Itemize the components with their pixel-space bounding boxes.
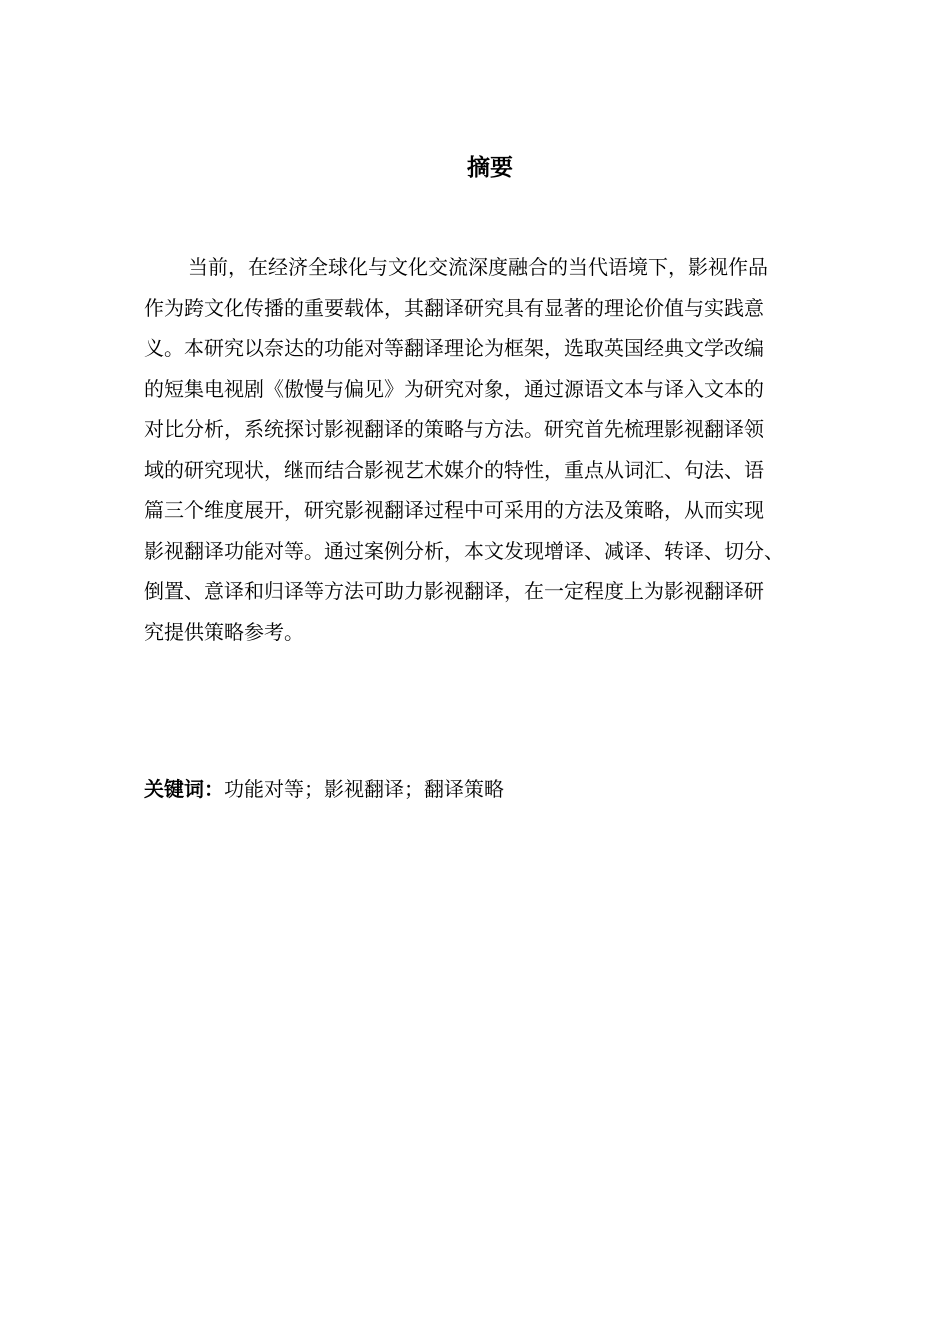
abstract-line: 倒置、意译和归译等方法可助力影视翻译，在一定程度上为影视翻译研 bbox=[144, 579, 764, 603]
keywords-line bbox=[144, 771, 844, 807]
abstract-line: 义。本研究以奈达的功能对等翻译理论为框架，选取英国经典文学改编 bbox=[144, 336, 764, 360]
abstract-line: 对比分析，系统探讨影视翻译的策略与方法。研究首先梳理影视翻译领 bbox=[144, 417, 764, 441]
abstract-paragraph bbox=[144, 247, 844, 652]
abstract-line: 影视翻译功能对等。通过案例分析，本文发现增译、减译、转译、切分、 bbox=[144, 538, 784, 563]
abstract-line: 的短集电视剧《傲慢与偏见》为研究对象，通过源语文本与译入文本的 bbox=[144, 376, 764, 401]
abstract-line: 域的研究现状，继而结合影视艺术媒介的特性，重点从词汇、句法、语 bbox=[144, 457, 764, 482]
abstract-line: 究提供策略参考。 bbox=[144, 619, 304, 644]
abstract-line: 当前，在经济全球化与文化交流深度融合的当代语境下，影视作品 bbox=[188, 255, 768, 279]
page-title: 摘要 bbox=[467, 155, 513, 181]
abstract-line: 作为跨文化传播的重要载体，其翻译研究具有显著的理论价值与实践意 bbox=[144, 295, 764, 320]
keywords-label: 关键词： bbox=[144, 777, 224, 801]
keywords-text: 功能对等；影视翻译；翻译策略 bbox=[224, 777, 504, 801]
abstract-line: 篇三个维度展开，研究影视翻译过程中可采用的方法及策略，从而实现 bbox=[144, 498, 764, 522]
